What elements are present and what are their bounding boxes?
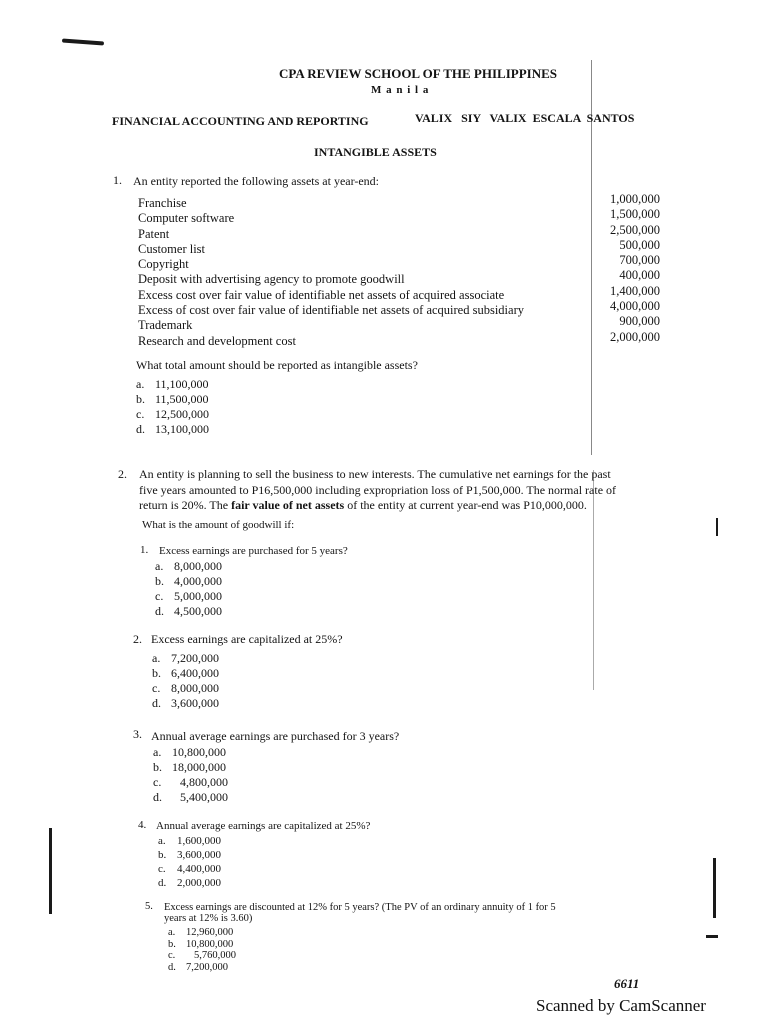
sub-number: 2. (133, 632, 142, 646)
list-item: Research and development cost (138, 333, 296, 348)
choice-item: a. 11,100,000 (136, 377, 209, 391)
sub-number: 4. (138, 819, 147, 831)
choice-item: a. 12,960,000 (168, 927, 234, 938)
q1-item-labels (138, 196, 524, 349)
margin-line-lower (593, 470, 594, 690)
q2-stem-line3: return is 20%. The fair value of net assets of the entity at current year-end was P10,000,000. (139, 498, 587, 512)
choice-item: c. 4,400,000 (158, 863, 221, 875)
school-title: CPA REVIEW SCHOOL OF THE PHILIPPINES (279, 66, 557, 81)
choice-item: a. 10,800,000 (153, 745, 226, 759)
choice-item: a. 7,200,000 (152, 651, 219, 665)
list-item: Excess of cost over fair value of identifiable net assets of acquired subsidiary (138, 303, 524, 318)
sub2-choices (152, 651, 219, 711)
q2-stem-line2: five years amounted to P16,500,000 including expropriation loss of P1,500,000. The normal rate of (139, 483, 617, 497)
q1-stem: An entity reported the following assets at year-end: (133, 174, 380, 188)
list-item: Franchise (138, 196, 187, 210)
list-item-value: 4,000,000 (610, 299, 660, 314)
choice-item: c. 8,000,000 (152, 681, 219, 695)
choice-item: c. 4,800,000 (153, 775, 228, 789)
choice-item: a. 8,000,000 (155, 559, 222, 573)
sub5-choices (168, 927, 236, 973)
list-item: Patent (138, 226, 170, 241)
scan-mark-right-dash (706, 935, 718, 938)
list-item: Trademark (138, 318, 193, 333)
choice-item: b. 6,400,000 (152, 666, 219, 680)
list-item-value: 1,000,000 (610, 192, 660, 206)
scanner-watermark: Scanned by CamScanner (536, 996, 706, 1015)
list-item: Copyright (138, 257, 189, 272)
q2-number: 2. (118, 467, 127, 481)
choice-item: b. 10,800,000 (168, 938, 234, 950)
choice-item: d. 2,000,000 (158, 877, 221, 889)
choice-item: b. 11,500,000 (136, 392, 209, 406)
scan-mark-left-edge (49, 828, 52, 914)
list-item-value: 500,000 (619, 237, 660, 252)
sub4-choices (158, 834, 221, 890)
sub3-choices (153, 745, 228, 805)
choice-item: b. 18,000,000 (153, 760, 226, 774)
sub1-choices (155, 559, 222, 619)
sub-question: Annual average earnings are capitalized at 25%? (156, 820, 371, 832)
list-item-value: 1,500,000 (610, 207, 660, 222)
list-item-value: 2,000,000 (610, 329, 660, 344)
q1-item-values (586, 192, 660, 345)
choice-item: d. 3,600,000 (152, 696, 219, 710)
sub-question-cont: years at 12% is 3.60) (164, 913, 253, 924)
sub-number: 1. (140, 544, 149, 556)
choice-item: c. 5,760,000 (168, 950, 236, 961)
list-item-value: 400,000 (619, 268, 660, 283)
list-item-value: 900,000 (619, 314, 660, 329)
sub-question: Annual average earnings are purchased for 3 years? (151, 729, 400, 743)
school-city: M a n i l a (371, 84, 430, 96)
scan-mark-right-small (716, 518, 718, 536)
sub-number: 5. (145, 901, 153, 912)
authors-line: VALIX SIY VALIX ESCALA SANTOS (415, 111, 635, 125)
choice-item: a. 1,600,000 (158, 835, 221, 847)
list-item-value: 1,400,000 (610, 283, 660, 298)
sub-question: Excess earnings are discounted at 12% for 5 years? (The PV of an ordinary annuity of 1 for 5 (164, 902, 556, 913)
list-item: Excess cost over fair value of identifiable net assets of acquired associate (138, 287, 505, 302)
topic-title: INTANGIBLE ASSETS (314, 145, 437, 159)
q1-question: What total amount should be reported as intangible assets? (136, 358, 418, 372)
choice-item: d. 13,100,000 (136, 422, 209, 436)
list-item: Deposit with advertising agency to promote goodwill (138, 272, 405, 287)
list-item-value: 2,500,000 (610, 222, 660, 237)
q1-number: 1. (113, 173, 122, 187)
choice-item: b. 3,600,000 (158, 849, 221, 861)
q2-question: What is the amount of goodwill if: (142, 519, 295, 531)
subject-title: FINANCIAL ACCOUNTING AND REPORTING (112, 114, 369, 128)
scan-mark-right-edge (713, 858, 716, 918)
list-item-value: 700,000 (619, 253, 660, 268)
q2-stem-line1: An entity is planning to sell the business to new interests. The cumulative net earnings for the past (139, 467, 611, 481)
choice-item: d. 7,200,000 (168, 961, 228, 973)
sub-number: 3. (133, 727, 142, 741)
sub-question: Excess earnings are purchased for 5 years? (159, 545, 348, 557)
choice-item: d. 5,400,000 (153, 790, 228, 804)
list-item: Customer list (138, 241, 206, 256)
page-code: 6611 (614, 976, 640, 991)
choice-item: b. 4,000,000 (155, 574, 222, 588)
q1-choices (136, 377, 209, 437)
choice-item: c. 12,500,000 (136, 407, 209, 421)
scan-mark-top-left (62, 39, 104, 46)
sub-question: Excess earnings are capitalized at 25%? (151, 632, 343, 646)
choice-item: c. 5,000,000 (155, 589, 222, 603)
choice-item: d. 4,500,000 (155, 604, 222, 618)
list-item: Computer software (138, 211, 235, 226)
